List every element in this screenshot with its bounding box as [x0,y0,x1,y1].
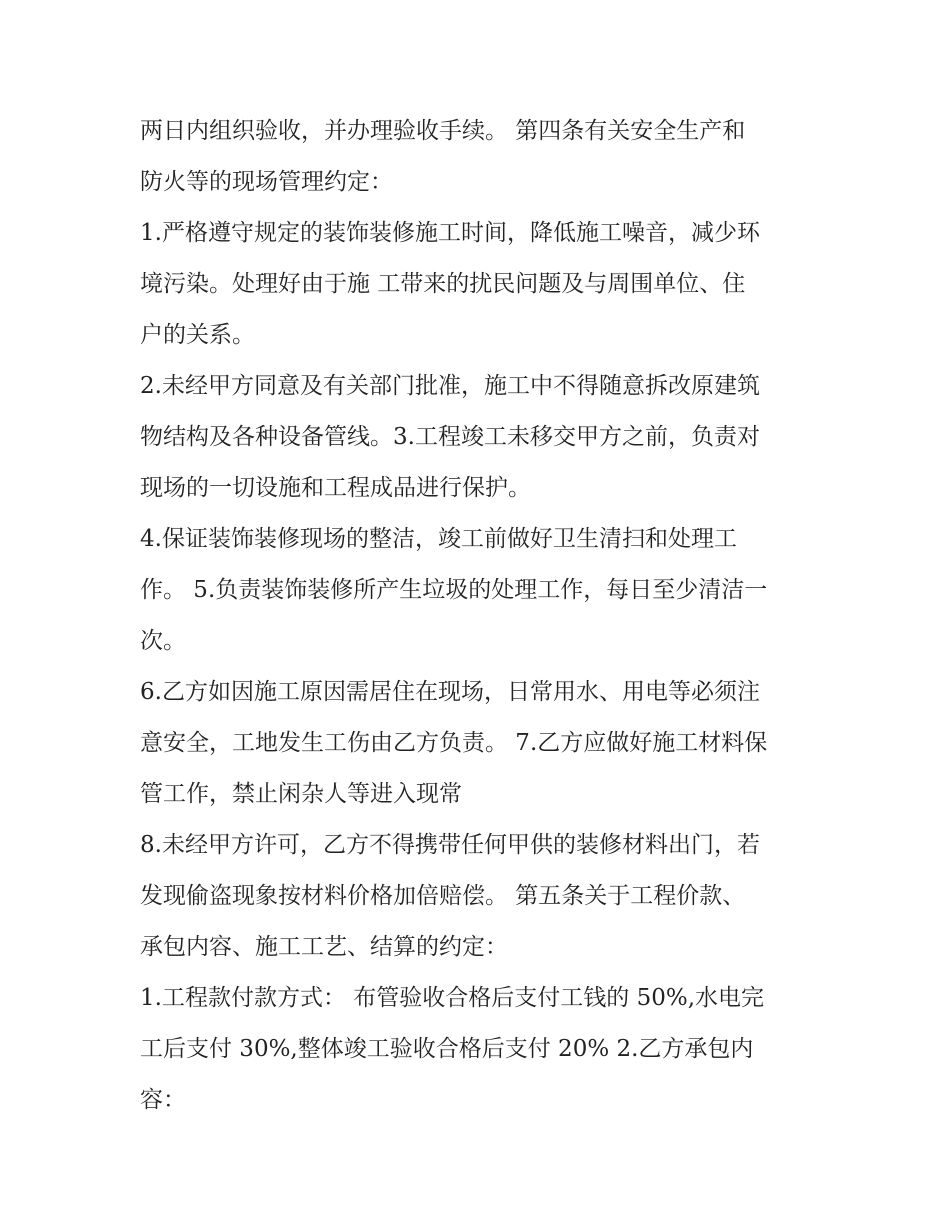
text-line: 容： [140,1087,186,1113]
text-line: 发现偷盗现象按材料价格加倍赔偿。 第五条关于工程价款、 [140,883,746,909]
text-line: 6.乙方如因施工原因需居住在现场，日常用水、用电等必须注 [140,679,760,705]
text-line: 工后支付 30%,整体竣工验收合格后支付 20% 2.乙方承包内 [140,1036,754,1062]
text-line: 户的关系。 [140,322,255,348]
text-line: 次。 [140,628,186,654]
text-line: 2.未经甲方同意及有关部门批准，施工中不得随意拆改原建筑 [140,373,760,399]
text-line: 8.未经甲方许可，乙方不得携带任何甲供的装修材料出门，若 [140,832,760,858]
text-line: 1.严格遵守规定的装饰装修施工时间，降低施工噪音，减少环 [140,220,760,246]
text-line: 意安全，工地发生工伤由乙方负责。 7.乙方应做好施工材料保 [140,730,768,756]
text-line: 物结构及各种设备管线。3.工程竣工未移交甲方之前，负责对 [140,424,760,450]
text-line: 1.工程款付款方式： 布管验收合格后支付工钱的 50%,水电完 [140,985,764,1011]
text-line: 两日内组织验收，并办理验收手续。 第四条有关安全生产和 [140,118,746,144]
text-line: 境污染。处理好由于施 工带来的扰民问题及与周围单位、住 [140,271,746,297]
text-line: 4.保证装饰装修现场的整洁，竣工前做好卫生清扫和处理工 [140,526,737,552]
text-line: 管工作，禁止闲杂人等进入现常 [140,781,462,807]
text-line: 现场的一切设施和工程成品进行保护。 [140,475,531,501]
document-body [140,106,830,1126]
text-line: 防火等的现场管理约定： [140,169,393,195]
text-line: 作。 5.负责装饰装修所产生垃圾的处理工作，每日至少清洁一 [140,577,768,603]
text-line: 承包内容、施工工艺、结算的约定： [140,934,508,960]
